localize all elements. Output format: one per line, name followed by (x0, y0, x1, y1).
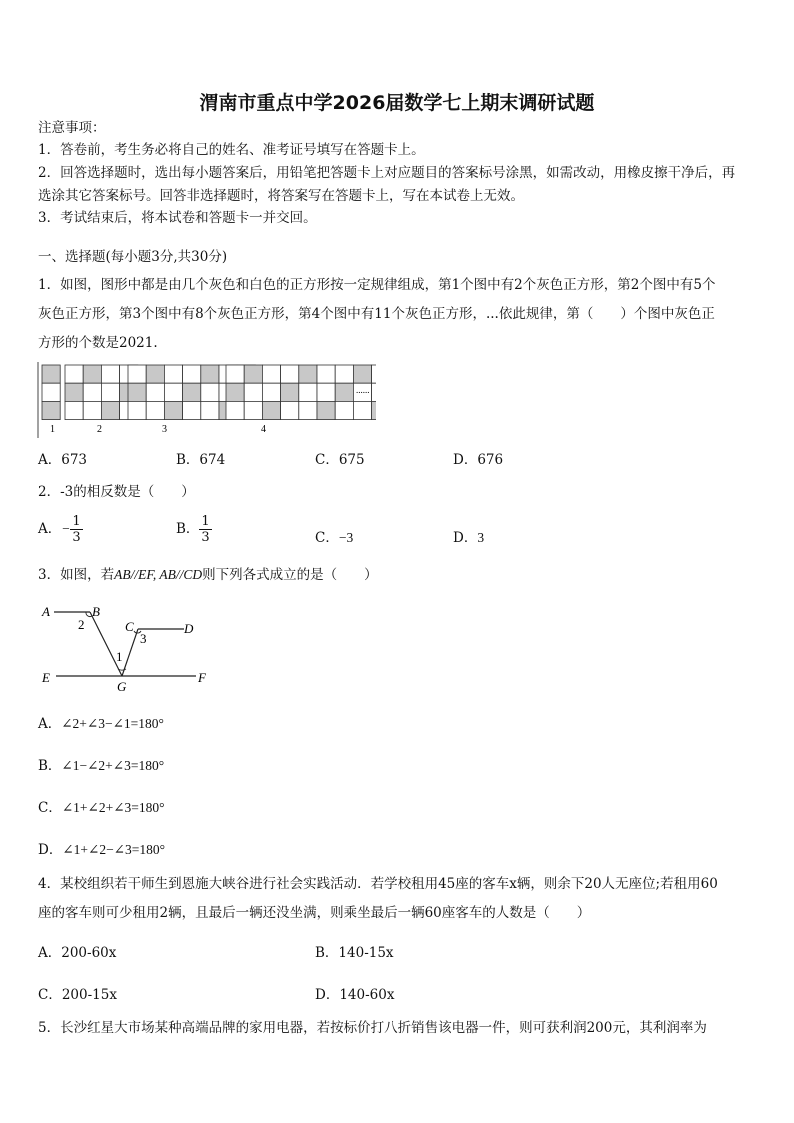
q4-option-a: A．200-60x (38, 945, 117, 961)
gray-square (372, 401, 376, 419)
white-square (299, 383, 317, 401)
q4-option-d: D．140-60x (315, 987, 395, 1003)
q2-stem: 2．-3的相反数是（ ） (38, 484, 195, 500)
notice-item: 2．回答选择题时，选出每小题答案后，用铅笔把答题卡上对应题目的答案标号涂黑，如需改动，用橡皮擦干净后，再 (38, 165, 736, 181)
q4-option-c: C．200-15x (38, 987, 117, 1003)
gray-square (281, 383, 299, 401)
q3-option-c: C．∠1+∠2+∠3=180° (38, 800, 165, 816)
white-square (101, 383, 119, 401)
figure-label-1: 1 (50, 424, 55, 435)
white-square (262, 383, 280, 401)
point-d-label: D (184, 621, 194, 636)
white-square (317, 365, 335, 383)
white-square (101, 365, 119, 383)
white-square (262, 365, 280, 383)
gray-square (164, 401, 182, 419)
notice-item: 选涂其它答案标号。回答非选择题时，将答案写在答题卡上，写在本试卷上无效。 (38, 188, 524, 204)
white-square (146, 401, 164, 419)
q1-option-b: B．674 (176, 452, 226, 468)
figure-label-4: 4 (261, 424, 266, 435)
q1-stem-line: 方形的个数是2021. (38, 335, 158, 351)
q4-stem-line: 座的客车则可少租用2辆，且最后一辆还没坐满，则乘坐最后一辆60座客车的人数是（ ） (38, 905, 591, 921)
white-square (226, 401, 244, 419)
angle-2-label: 2 (78, 617, 85, 632)
q1-pattern-figure (36, 360, 376, 438)
gray-square (146, 365, 164, 383)
gray-square (335, 383, 353, 401)
q4-stem-line: 4．某校组织若干师生到恩施大峡谷进行社会实践活动．若学校租用45座的客车x辆，则余下20人无座位;若租用60 (38, 876, 718, 892)
white-square (83, 383, 101, 401)
figure-ellipsis: ...... (356, 385, 370, 395)
white-square (183, 401, 201, 419)
q3-option-a: A．∠2+∠3−∠1=180° (38, 716, 164, 732)
pattern-grids (42, 365, 376, 420)
q1-option-a: A．673 (38, 452, 88, 468)
point-g-label: G (117, 679, 127, 694)
gray-square (299, 365, 317, 383)
q3-option-b: B．∠1−∠2+∠3=180° (38, 758, 165, 774)
white-square (183, 365, 201, 383)
q2-option-d: D．3 (453, 530, 485, 546)
white-square (353, 401, 371, 419)
gray-square (262, 401, 280, 419)
white-square (128, 365, 146, 383)
gray-square (244, 365, 262, 383)
figure-label-3: 3 (162, 424, 167, 435)
white-square (83, 401, 101, 419)
white-square (244, 401, 262, 419)
white-square (244, 383, 262, 401)
point-f-label: F (198, 670, 206, 685)
white-square (65, 401, 83, 419)
q1-option-d: D．676 (453, 452, 504, 468)
white-square (65, 365, 83, 383)
angle-3-label: 3 (140, 631, 147, 646)
gray-square (65, 383, 83, 401)
white-square (128, 401, 146, 419)
gray-square (42, 401, 60, 419)
white-square (372, 383, 376, 401)
q3-stem: 3．如图，若AB//EF, AB//CD则下列各式成立的是（ ） (38, 567, 378, 583)
white-square (335, 401, 353, 419)
q2-option-c: C．−3 (315, 530, 354, 546)
point-b-label: B (92, 604, 100, 619)
section-heading: 一、选择题(每小题3分,共30分) (38, 249, 228, 265)
q3-option-d: D．∠1+∠2−∠3=180° (38, 842, 166, 858)
page-title: 渭南市重点中学2026届数学七上期末调研试题 (199, 92, 595, 114)
q1-option-c: C．675 (315, 452, 365, 468)
q1-stem-line: 1．如图，图形中都是由几个灰色和白色的正方形按一定规律组成，第1个图中有2个灰色正方形，第2个图中有5个 (38, 277, 716, 293)
white-square (226, 365, 244, 383)
gray-square (42, 365, 60, 383)
q2-option-b: B． $\frac{1}{3}$ (176, 514, 210, 545)
q4-option-b: B．140-15x (315, 945, 394, 961)
notice-heading: 注意事项： (38, 120, 106, 136)
gray-square (101, 401, 119, 419)
gray-square (226, 383, 244, 401)
white-square (42, 383, 60, 401)
gray-square (128, 383, 146, 401)
white-square (146, 383, 164, 401)
gray-square (353, 365, 371, 383)
white-square (201, 401, 219, 419)
white-square (372, 365, 376, 383)
angle-1-label: 1 (116, 649, 123, 664)
point-e-label: E (42, 670, 50, 685)
figure-label-2: 2 (97, 424, 102, 435)
notice-item: 1．答卷前，考生务必将自己的姓名、准考证号填写在答题卡上。 (38, 142, 425, 158)
white-square (317, 383, 335, 401)
q5-stem-line: 5．长沙红星大市场某种高端品牌的家用电器，若按标价打八折销售该电器一件，则可获利润200元，其利润率为 (38, 1020, 707, 1036)
gray-square (183, 383, 201, 401)
white-square (281, 365, 299, 383)
white-square (335, 365, 353, 383)
q3-geometry-figure (36, 598, 226, 698)
white-square (281, 401, 299, 419)
point-c-label: C (125, 619, 134, 634)
gray-square (83, 365, 101, 383)
point-a-label: A (42, 604, 50, 619)
gray-square (201, 365, 219, 383)
q2-option-a: A．− $\frac{1}{3}$ (38, 514, 81, 545)
white-square (164, 365, 182, 383)
q1-stem-line: 灰色正方形，第3个图中有8个灰色正方形，第4个图中有11个灰色正方形，...依此规律，第（ ）个图中灰色正 (38, 306, 715, 322)
white-square (299, 401, 317, 419)
white-square (164, 383, 182, 401)
notice-item: 3．考试结束后，将本试卷和答题卡一并交回。 (38, 210, 317, 226)
gray-square (317, 401, 335, 419)
white-square (201, 383, 219, 401)
